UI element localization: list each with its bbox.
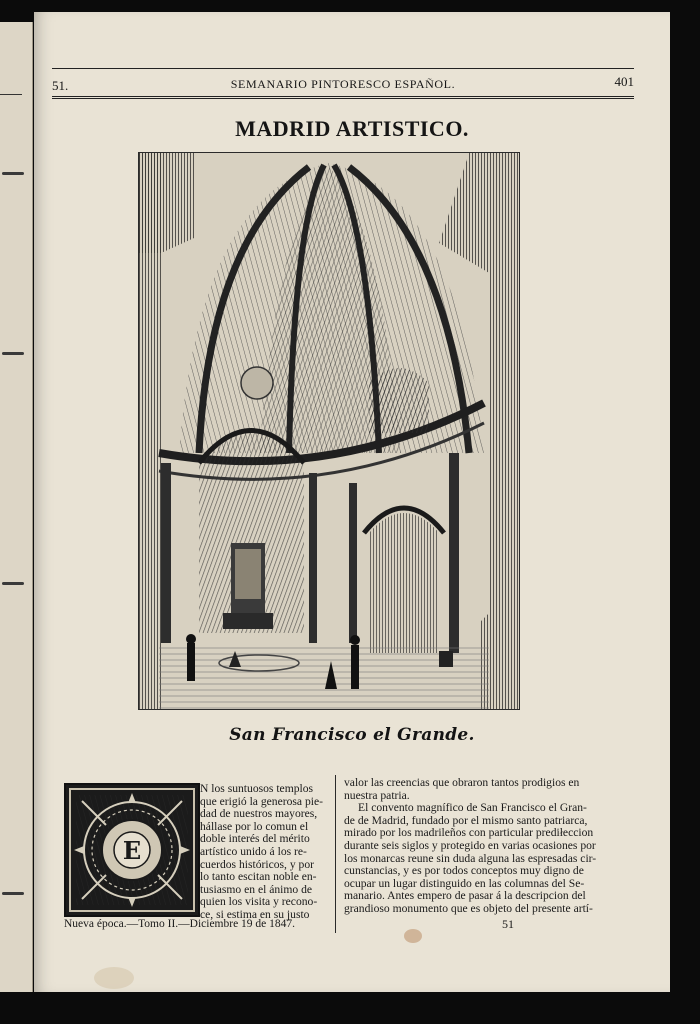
text-line: nuestra patria. bbox=[344, 789, 410, 802]
signature-number: 51 bbox=[502, 917, 514, 931]
previous-page-rule bbox=[0, 94, 22, 95]
previous-page-text-fragment bbox=[2, 172, 24, 175]
text-line: artístico unido á los re- bbox=[200, 845, 307, 858]
text-line: cunstancias, y es por todos conceptos muy digno de bbox=[344, 865, 584, 878]
issue-footer: Nueva época.—Tomo II.—Diciembre 19 de 1847. bbox=[64, 918, 296, 930]
text-line: quien los visita y recono- bbox=[200, 896, 318, 909]
running-title: SEMANARIO PINTORESCO ESPAÑOL. bbox=[230, 77, 456, 91]
text-line: cuerdos históricos, y por bbox=[200, 858, 314, 871]
running-head bbox=[52, 74, 634, 92]
text-line: manario. Antes empero de pasar á la descripcion del bbox=[344, 890, 586, 903]
previous-page-text-fragment bbox=[2, 582, 24, 585]
text-line: los monarcas reune sin duda alguna las espresadas cir- bbox=[344, 852, 597, 865]
text-line: ocupar un lugar distinguido en las columnas del Se- bbox=[344, 877, 585, 890]
initial-letter: E bbox=[122, 836, 142, 865]
ornamental-initial bbox=[64, 783, 200, 917]
column-divider bbox=[335, 775, 336, 933]
text-line: durante seis siglos y protegido en varias ocasiones por bbox=[344, 839, 596, 852]
text-line: El convento magnífico de San Francisco el Gran- bbox=[358, 802, 587, 815]
page-number-left: 51. bbox=[52, 78, 69, 93]
text-line: dad de nuestros mayores, bbox=[200, 808, 318, 821]
page-number-right: 401 bbox=[614, 74, 634, 89]
header-bottom-rule bbox=[52, 96, 634, 99]
text-line: tusiasmo en el ánimo de bbox=[200, 883, 313, 896]
text-line: lo tanto escitan noble en- bbox=[200, 871, 317, 884]
text-line: doble interés del mérito bbox=[200, 833, 310, 846]
article-column-left bbox=[200, 783, 332, 922]
text-line: mirado por los madrileños con particular prediłeccion bbox=[344, 827, 594, 840]
magazine-page bbox=[34, 12, 670, 992]
paper-stain bbox=[404, 929, 422, 943]
text-line: de de Madrid, fundado por el mismo santo patriarca, bbox=[344, 814, 588, 827]
text-line: que erigió la generosa pie- bbox=[200, 795, 323, 808]
engraving-illustration bbox=[138, 152, 520, 710]
article-column-right bbox=[344, 777, 636, 916]
text-line: grandioso monumento que es objeto del presente artí- bbox=[344, 902, 593, 915]
illustration-caption: San Francisco el Grande. bbox=[229, 725, 475, 745]
text-line: valor las creencias que obraron tantos prodigios en bbox=[344, 777, 580, 789]
text-line: ce, si estima en su justo bbox=[200, 908, 310, 921]
section-title: MADRID ARTISTICO. bbox=[235, 116, 469, 141]
text-line: N los suntuosos templos bbox=[200, 783, 314, 795]
previous-page-text-fragment bbox=[2, 892, 24, 895]
header-top-rule bbox=[52, 68, 634, 69]
text-line: hállase por lo comun el bbox=[200, 820, 309, 833]
previous-page-edge bbox=[0, 22, 33, 992]
previous-page-text-fragment bbox=[2, 352, 24, 355]
paper-stain bbox=[94, 967, 134, 989]
